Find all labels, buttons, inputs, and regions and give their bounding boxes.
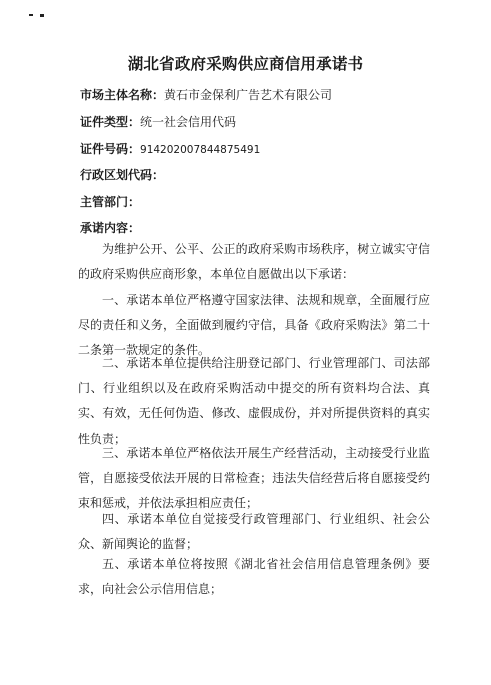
- field-id-type: [80, 113, 236, 130]
- paragraph-clause-3: 三、承诺本单位严格依法开展生产经营活动，主动接受行业监管，自愿接受依法开展的日常检查；违法失信经营后将自愿接受约束和惩戒，并依法承担相应责任；: [78, 446, 430, 511]
- field-label: 行政区划代码：: [80, 168, 165, 182]
- field-label: 承诺内容：: [80, 221, 141, 235]
- paragraph-clause-4: 四、承诺本单位自觉接受行政管理部门、行业组织、社会公众、新闻舆论的监督；: [78, 512, 430, 552]
- scan-mark: [29, 14, 33, 16]
- paragraph-intro: 为维护公开、公平、公正的政府采购市场秩序，树立诚实守信的政府采购供应商形象，本单位自愿做出以下承诺：: [78, 242, 430, 282]
- field-region-code: [80, 166, 164, 183]
- field-value: 黄石市金保利广告艺术有限公司: [164, 88, 333, 102]
- field-commitment: [80, 219, 140, 236]
- field-value: 统一社会信用代码: [140, 115, 237, 129]
- paragraph-clause-1: 一、承诺本单位严格遵守国家法律、法规和规章，全面履行应尽的责任和义务，全面做到履约守信，具备《政府采购法》第二十二条第一款规定的条件。: [78, 293, 430, 358]
- field-id-number: [80, 140, 260, 157]
- paragraph-clause-5: 五、承诺本单位将按照《湖北省社会信用信息管理条例》要求，向社会公示信用信息；: [78, 557, 430, 597]
- scan-mark: [40, 14, 44, 17]
- field-authority: [80, 193, 140, 210]
- field-entity-name: [80, 86, 332, 103]
- field-label: 市场主体名称：: [80, 88, 165, 102]
- field-value: 914202007844875491: [140, 144, 261, 156]
- field-label: 证件类型：: [80, 115, 141, 129]
- paragraph-clause-2: 二、承诺本单位提供给注册登记部门、行业管理部门、司法部门、行业组织以及在政府采购活动中提交的所有资料均合法、真实、有效，无任何伪造、修改、虚假成份，并对所提供资料的真实性负责；: [78, 356, 430, 446]
- field-label: 证件号码：: [80, 142, 141, 156]
- document-title: 湖北省政府采购供应商信用承诺书: [127, 54, 364, 73]
- field-label: 主管部门：: [80, 195, 141, 209]
